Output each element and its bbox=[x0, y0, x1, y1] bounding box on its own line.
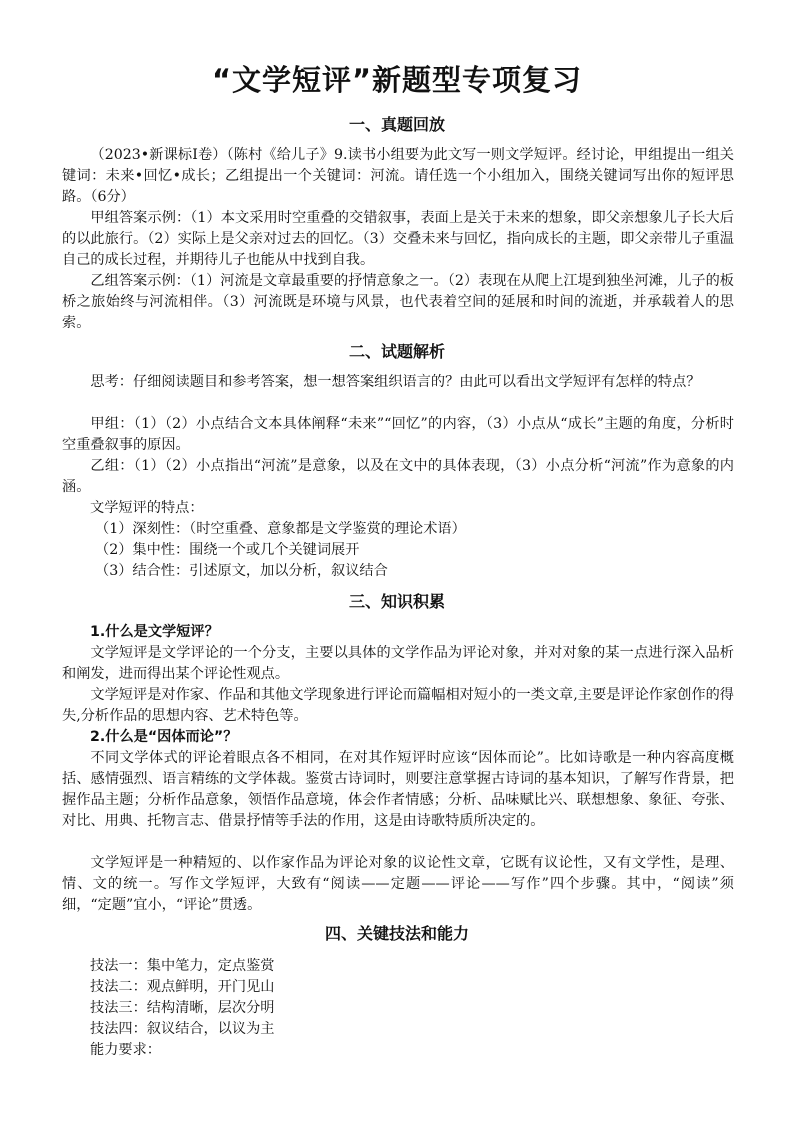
question-paragraph: （2023•新课标Ⅰ卷）（陈村《给儿子》9.读书小组要为此文写一则文学短评。经讨论，甲组提出一组关键词：未来•回忆•成长；乙组提出一个关键词：河流。请任选一个小组加入，围绕关键词写出你的短评思路。（6分） bbox=[62, 147, 734, 205]
genre-paragraph: 不同文学体式的评论着眼点各不相同，在对其作短评时应该“因体而论”。比如诗歌是一种内容高度概括、感情强烈、语言精练的文学体裁。鉴赏古诗词时，则要注意掌握古诗词的基本知识，了解写作背景，把握作品主题；分析作品意象，领悟作品意境，体会作者情感；分析、品味赋比兴、联想想象、象征、夸张、对比、用典、托物言志、借景抒情等手法的作用，这是由诗歌特质所决定的。 bbox=[62, 750, 734, 829]
feature-item: （2）集中性：围绕一个或几个关键词展开 bbox=[95, 542, 360, 558]
analysis-yi: 乙组：（1）（2）小点指出“河流”是意象，以及在文中的具体表现，（3）小点分析“河流”作为意象的内涵。 bbox=[62, 458, 734, 495]
feature-item: （3）结合性：引述原文，加以分析，叙议结合 bbox=[95, 563, 388, 579]
section-heading-2: 二、试题解析 bbox=[348, 342, 445, 361]
technique-item: 技法一：集中笔力，定点鉴赏 bbox=[90, 958, 275, 974]
subquestion-title-1: 1.什么是文学短评？ bbox=[90, 624, 219, 640]
technique-item: 技法二：观点鲜明，开门见山 bbox=[90, 979, 275, 995]
analysis-jia: 甲组：（1）（2）小点结合文本具体阐释“未来”“回忆”的内容，（3）小点从“成长”主题的角度，分析时空重叠叙事的原因。 bbox=[62, 416, 734, 453]
section-heading-1: 一、真题回放 bbox=[348, 115, 445, 134]
technique-item: 技法四：叙议结合，以议为主 bbox=[90, 1021, 275, 1037]
ability-requirements-label: 能力要求： bbox=[90, 1042, 161, 1058]
answer-example-jia: 甲组答案示例：（1）本文采用时空重叠的交错叙事，表面上是关于未来的想象，即父亲想象儿子长大后的以此旅行。（2）实际上是父亲对过去的回忆。（3）交叠未来与回忆，指向成长的主题，即父亲带儿子重温自己的成长过程，并期待儿子也能从中找到自我。 bbox=[62, 210, 734, 268]
section-heading-4: 四、关键技法和能力 bbox=[324, 924, 469, 943]
thinking-paragraph: 思考：仔细阅读题目和参考答案，想一想答案组织语言的？由此可以看出文学短评有怎样的特点？ bbox=[90, 374, 701, 390]
definition-paragraph: 文学短评是对作家、作品和其他文学现象进行评论而篇幅相对短小的一类文章,主要是评论作家创作的得失,分析作品的思想内容、艺术特色等。 bbox=[62, 687, 734, 724]
features-title: 文学短评的特点： bbox=[90, 500, 204, 516]
genre-paragraph: 文学短评是一种精短的、以作家作品为评论对象的议论性文章，它既有议论性，又有文学性，是理、情、文的统一。写作文学短评，大致有“阅读——定题——评论——写作”四个步骤。其中，“阅读”须细，“定题”宜小，“评论”贯透。 bbox=[62, 855, 734, 913]
definition-paragraph: 文学短评是文学评论的一个分支，主要以具体的文学作品为评论对象，并对对象的某一点进行深入品析和阐发，进而得出某个评论性观点。 bbox=[62, 645, 734, 682]
feature-item: （1）深刻性：（时空重叠、意象都是文学鉴赏的理论术语） bbox=[95, 521, 466, 537]
page-title: “文学短评”新题型专项复习 bbox=[211, 63, 583, 97]
technique-item: 技法三：结构清晰，层次分明 bbox=[90, 1000, 275, 1016]
section-heading-3: 三、知识积累 bbox=[348, 592, 445, 611]
answer-example-yi: 乙组答案示例：（1）河流是文章最重要的抒情意象之一。（2）表现在从爬上江堤到独坐河滩，儿子的板桥之旅始终与河流相伴。（3）河流既是环境与风景，也代表着空间的延展和时间的流逝，并承载着人的思索。 bbox=[62, 273, 734, 331]
subquestion-title-2: 2.什么是“因体而论”？ bbox=[90, 729, 238, 745]
